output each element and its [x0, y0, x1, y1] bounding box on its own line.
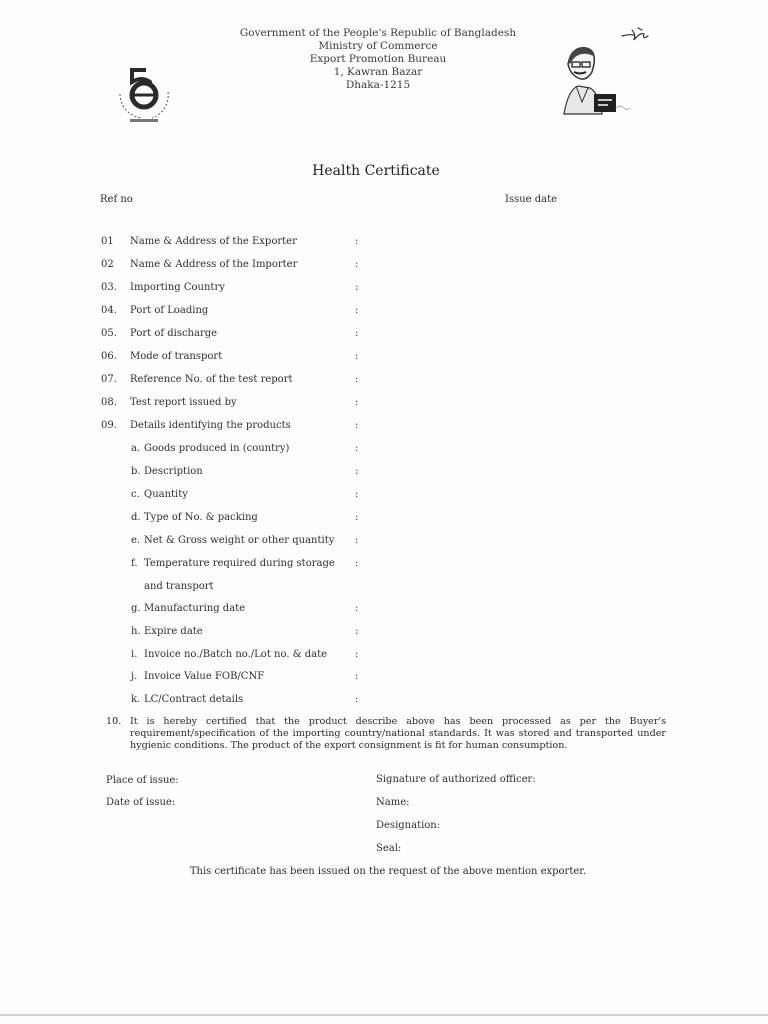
field-label: Test report issued by — [130, 397, 237, 408]
field-row-product-details — [0, 420, 768, 438]
export-promotion-bureau-logo — [112, 62, 176, 128]
field-row-test-report-ref — [0, 374, 768, 392]
field-row-importer — [0, 259, 768, 277]
field-colon: : — [355, 694, 359, 705]
sub-field-label: LC/Contract details — [144, 694, 244, 705]
field-number: 01 — [101, 236, 114, 247]
sub-field-row-weight — [0, 535, 768, 553]
field-colon: : — [355, 626, 359, 637]
sub-field-label: Manufacturing date — [144, 603, 246, 614]
field-colon: : — [355, 558, 359, 569]
field-label: Importing Country — [130, 282, 225, 293]
field-colon: : — [355, 374, 359, 385]
ref-no-label: Ref no — [100, 194, 133, 205]
field-number: 05. — [101, 328, 117, 339]
portrait-image — [556, 42, 636, 116]
sub-field-row-country — [0, 443, 768, 461]
designation-label: Designation: — [376, 820, 441, 831]
header-line-city: Dhaka-1215 — [345, 79, 411, 91]
sub-field-row-manufacturing-date — [0, 603, 768, 621]
sub-field-letter: h. — [131, 626, 141, 637]
sub-field-row-temperature-continued — [0, 581, 768, 599]
sub-field-label: Temperature required during storage — [144, 558, 335, 569]
sub-field-letter: c. — [131, 489, 140, 500]
field-number: 07. — [101, 374, 117, 385]
field-row-mode-of-transport — [0, 351, 768, 369]
field-colon: : — [355, 489, 359, 500]
field-number: 03. — [101, 282, 117, 293]
sub-field-letter: g. — [131, 603, 141, 614]
officer-name-label: Name: — [376, 797, 410, 808]
certification-statement — [106, 716, 666, 752]
header-line-street: 1, Kawran Bazar — [333, 66, 423, 78]
sub-field-row-expire-date — [0, 626, 768, 644]
header-line-government: Government of the People's Republic of Bangladesh — [239, 27, 517, 39]
sub-field-letter: i. — [131, 649, 138, 660]
field-colon: : — [355, 236, 359, 247]
certification-text: It is hereby certified that the product describe above has been processed as per the Buyer's requirement/specification of the importing country/national standards. It was stored and transported under hygienic conditions. The product of the export consignment is fit for human consumption. — [130, 716, 666, 751]
document-title: Health Certificate — [312, 163, 440, 179]
field-row-port-of-discharge — [0, 328, 768, 346]
field-label: Name & Address of the Exporter — [130, 236, 297, 247]
sub-field-row-description — [0, 466, 768, 484]
field-label: Reference No. of the test report — [130, 374, 293, 385]
field-colon: : — [355, 466, 359, 477]
field-colon: : — [355, 397, 359, 408]
scan-bottom-edge — [0, 1014, 768, 1016]
date-of-issue-label: Date of issue: — [106, 797, 176, 808]
field-label: Mode of transport — [130, 351, 223, 362]
sub-field-letter: e. — [131, 535, 141, 546]
seal-label: Seal: — [376, 843, 402, 854]
field-label: Details identifying the products — [130, 420, 291, 431]
field-row-importing-country — [0, 282, 768, 300]
footer-note: This certificate has been issued on the request of the above mention exporter. — [189, 866, 587, 877]
field-row-port-of-loading — [0, 305, 768, 323]
sub-field-label: Expire date — [144, 626, 203, 637]
sub-field-label: and transport — [144, 581, 214, 592]
field-colon: : — [355, 351, 359, 362]
field-colon: : — [355, 535, 359, 546]
sub-field-label: Invoice Value FOB/CNF — [144, 671, 265, 682]
sub-field-letter: b. — [131, 466, 141, 477]
sub-field-letter: d. — [131, 512, 141, 523]
field-colon: : — [355, 671, 359, 682]
header-line-bureau: Export Promotion Bureau — [309, 53, 447, 65]
sub-field-row-packing — [0, 512, 768, 530]
field-colon: : — [355, 603, 359, 614]
sub-field-label: Type of No. & packing — [144, 512, 258, 523]
field-row-exporter — [0, 236, 768, 254]
sub-field-letter: k. — [131, 694, 141, 705]
sub-field-label: Description — [144, 466, 203, 477]
issuer-header — [200, 27, 556, 92]
sub-field-label: Invoice no./Batch no./Lot no. & date — [144, 649, 328, 660]
field-colon: : — [355, 282, 359, 293]
sub-field-row-invoice-no — [0, 649, 768, 667]
sub-field-label: Net & Gross weight or other quantity — [144, 535, 335, 546]
sub-field-label: Goods produced in (country) — [144, 443, 290, 454]
field-number: 02 — [101, 259, 114, 270]
field-colon: : — [355, 649, 359, 660]
field-number: 06. — [101, 351, 117, 362]
signature-label: Signature of authorized officer: — [376, 774, 536, 785]
field-colon: : — [355, 305, 359, 316]
certification-number: 10. — [106, 716, 122, 727]
field-colon: : — [355, 512, 359, 523]
sub-field-row-invoice-value — [0, 671, 768, 689]
field-label: Port of Loading — [130, 305, 209, 316]
field-number: 08. — [101, 397, 117, 408]
field-colon: : — [355, 420, 359, 431]
field-colon: : — [355, 259, 359, 270]
handwritten-mark — [620, 26, 654, 46]
field-colon: : — [355, 443, 359, 454]
sub-field-label: Quantity — [144, 489, 188, 500]
sub-field-row-quantity — [0, 489, 768, 507]
field-number: 04. — [101, 305, 117, 316]
field-number: 09. — [101, 420, 117, 431]
issue-date-label: Issue date — [505, 194, 558, 205]
sub-field-letter: f. — [131, 558, 138, 569]
sub-field-letter: j. — [131, 671, 138, 682]
field-label: Name & Address of the Importer — [130, 259, 298, 270]
sub-field-row-temperature — [0, 558, 768, 576]
place-of-issue-label: Place of issue: — [106, 775, 179, 786]
sub-field-row-lc-contract — [0, 694, 768, 712]
header-line-ministry: Ministry of Commerce — [318, 40, 438, 52]
field-label: Port of discharge — [130, 328, 218, 339]
field-colon: : — [355, 328, 359, 339]
field-row-test-report-issuer — [0, 397, 768, 415]
sub-field-letter: a. — [131, 443, 141, 454]
